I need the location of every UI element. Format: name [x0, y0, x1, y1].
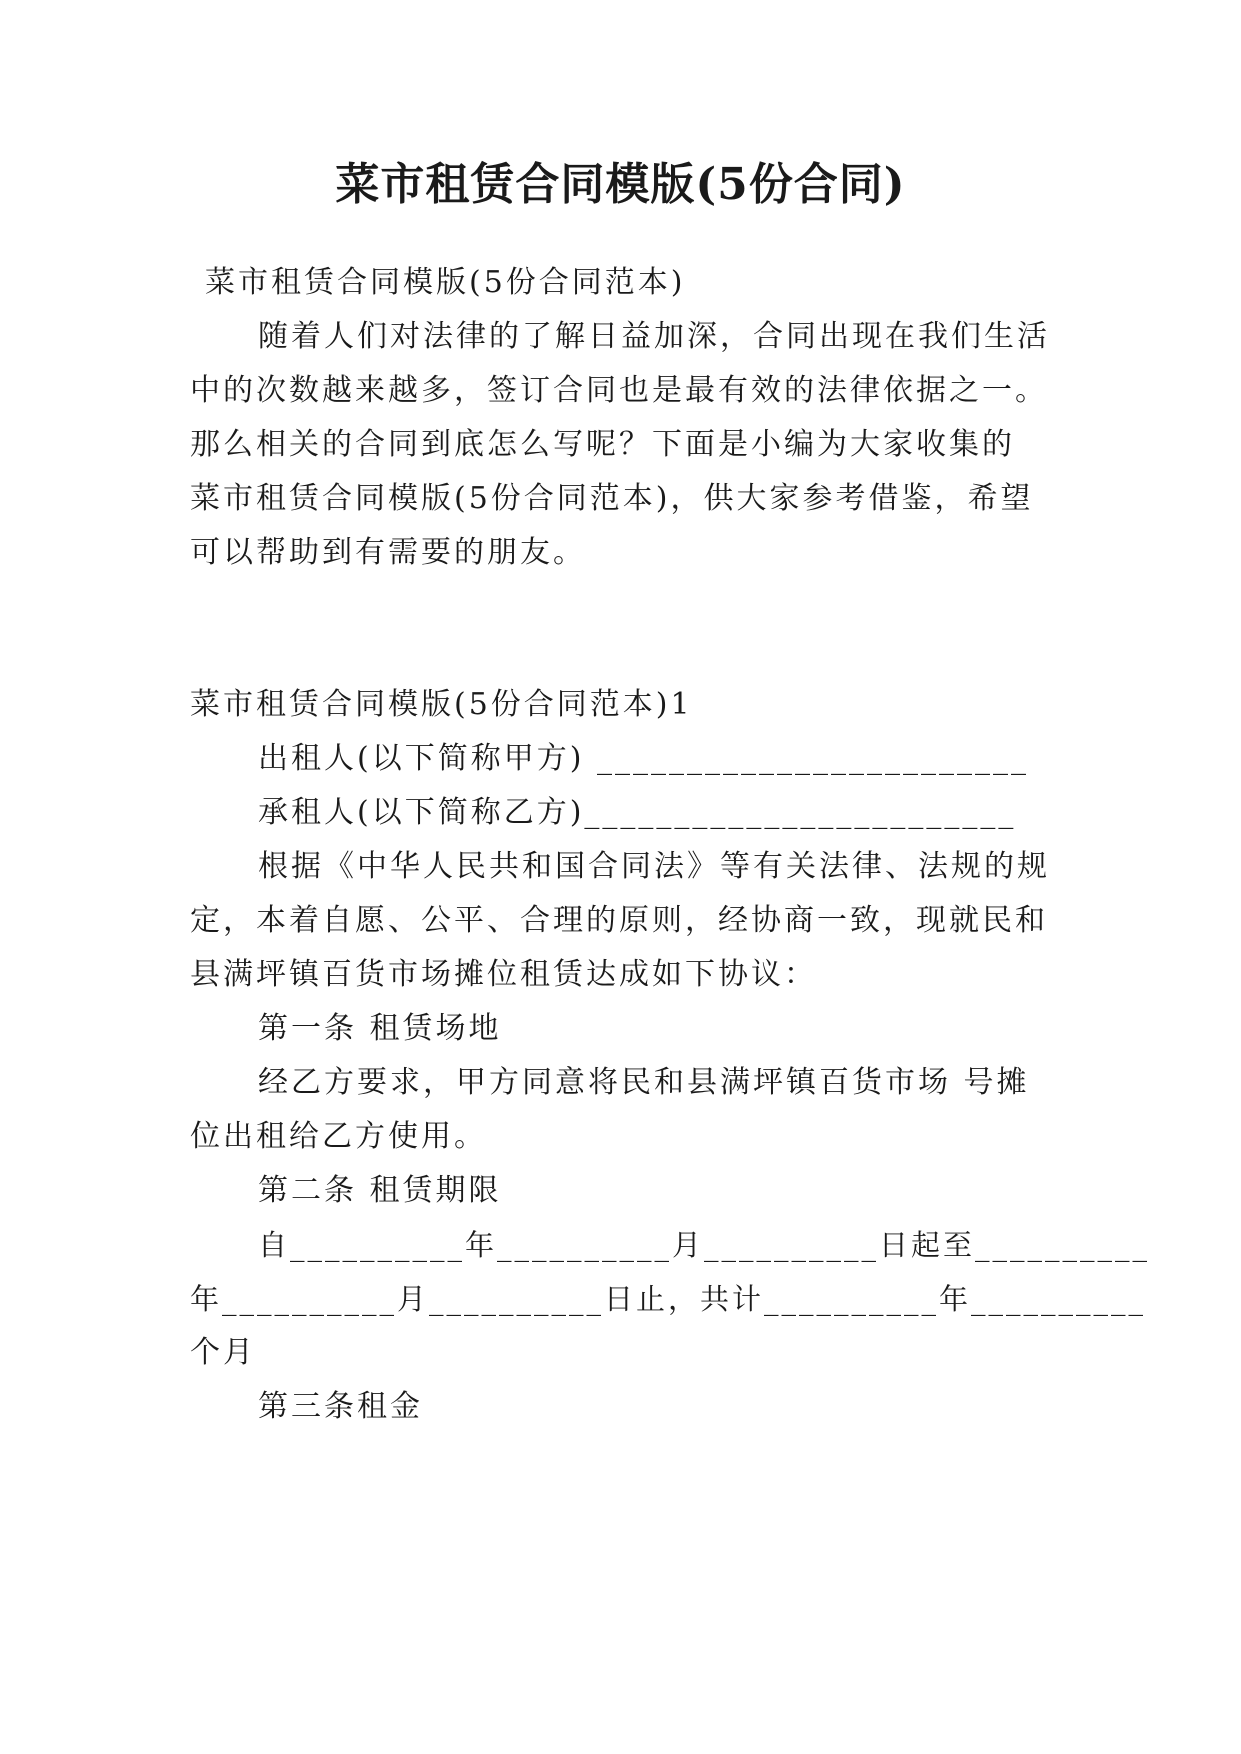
basis-line-1: 根据《中华人民共和国合同法》等有关法律、法规的规	[258, 849, 1050, 884]
intro-line-4: 菜市租赁合同模版(5份合同范本)，供大家参考借鉴，希望	[190, 481, 1034, 516]
article-1-line-2: 位出租给乙方使用。	[190, 1119, 487, 1154]
intro-line-1: 随着人们对法律的了解日益加深，合同出现在我们生活	[258, 319, 1050, 354]
article-1-title: 第一条 租赁场地	[258, 1011, 502, 1046]
basis-line-3: 县满坪镇百货市场摊位租赁达成如下协议：	[190, 957, 817, 992]
intro-line-2: 中的次数越来越多，签订合同也是最有效的法律依据之一。	[190, 373, 1048, 408]
intro-line-5: 可以帮助到有需要的朋友。	[190, 535, 586, 570]
contract-heading: 菜市租赁合同模版(5份合同范本)1	[190, 687, 693, 722]
document-subtitle: 菜市租赁合同模版(5份合同范本)	[205, 265, 686, 300]
article-2-line-1: 自__________年__________月__________日起至__________	[258, 1228, 1151, 1262]
party-b-line: 承租人(以下简称乙方)________________________	[258, 795, 1017, 830]
article-2-line-2: 年__________月__________日止，共计__________年__________	[190, 1282, 1147, 1316]
document-title: 菜市租赁合同模版(5份合同)	[335, 159, 906, 210]
party-a-line: 出租人(以下简称甲方) ________________________	[258, 741, 1029, 776]
article-2-title: 第二条 租赁期限	[258, 1173, 502, 1208]
article-1-line-1: 经乙方要求，甲方同意将民和县满坪镇百货市场 号摊	[258, 1065, 1030, 1100]
article-2-line-3: 个月	[190, 1335, 256, 1370]
article-3-title: 第三条租金	[258, 1389, 423, 1424]
intro-line-3: 那么相关的合同到底怎么写呢？下面是小编为大家收集的	[190, 427, 1015, 462]
basis-line-2: 定，本着自愿、公平、合理的原则，经协商一致，现就民和	[190, 903, 1048, 938]
